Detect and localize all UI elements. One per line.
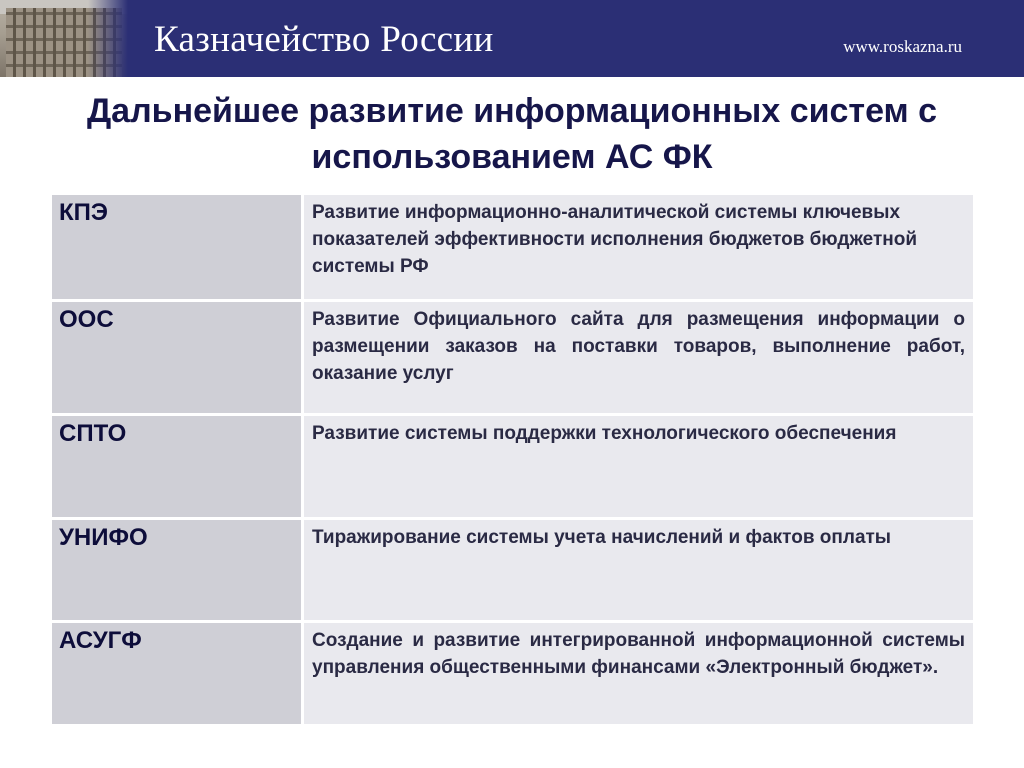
system-description: Развитие информационно-аналитической системы ключевых показателей эффективности исполнения бюджетов бюджетной системы РФ [304,195,973,299]
system-code: ООС [52,302,301,413]
system-description: Развитие системы поддержки технологического обеспечения [304,416,973,517]
slide-title [20,88,1004,180]
site-url: www.roskazna.ru [843,37,962,56]
slide-title-line2: использованием АС ФК [311,138,713,176]
systems-table [52,195,973,727]
table-row [52,195,973,299]
table-row [52,302,973,413]
system-code: АСУГФ [52,623,301,724]
table-row [52,623,973,724]
slide-title-line1: Дальнейшее развитие информационных систем с [86,92,938,130]
table-row [52,520,973,620]
system-code: КПЭ [52,195,301,299]
building-photo [0,0,128,77]
header-bar [0,0,1024,77]
system-description: Развитие Официального сайта для размещения информации о размещении заказов на поставки товаров, выполнение работ, оказание услуг [304,302,973,413]
system-code: УНИФО [52,520,301,620]
system-code: СПТО [52,416,301,517]
system-description: Создание и развитие интегрированной информационной системы управления общественными финансами «Электронный бюджет». [304,623,973,724]
system-description: Тиражирование системы учета начислений и фактов оплаты [304,520,973,620]
brand-title: Казначейство России [154,19,494,60]
table-row [52,416,973,517]
